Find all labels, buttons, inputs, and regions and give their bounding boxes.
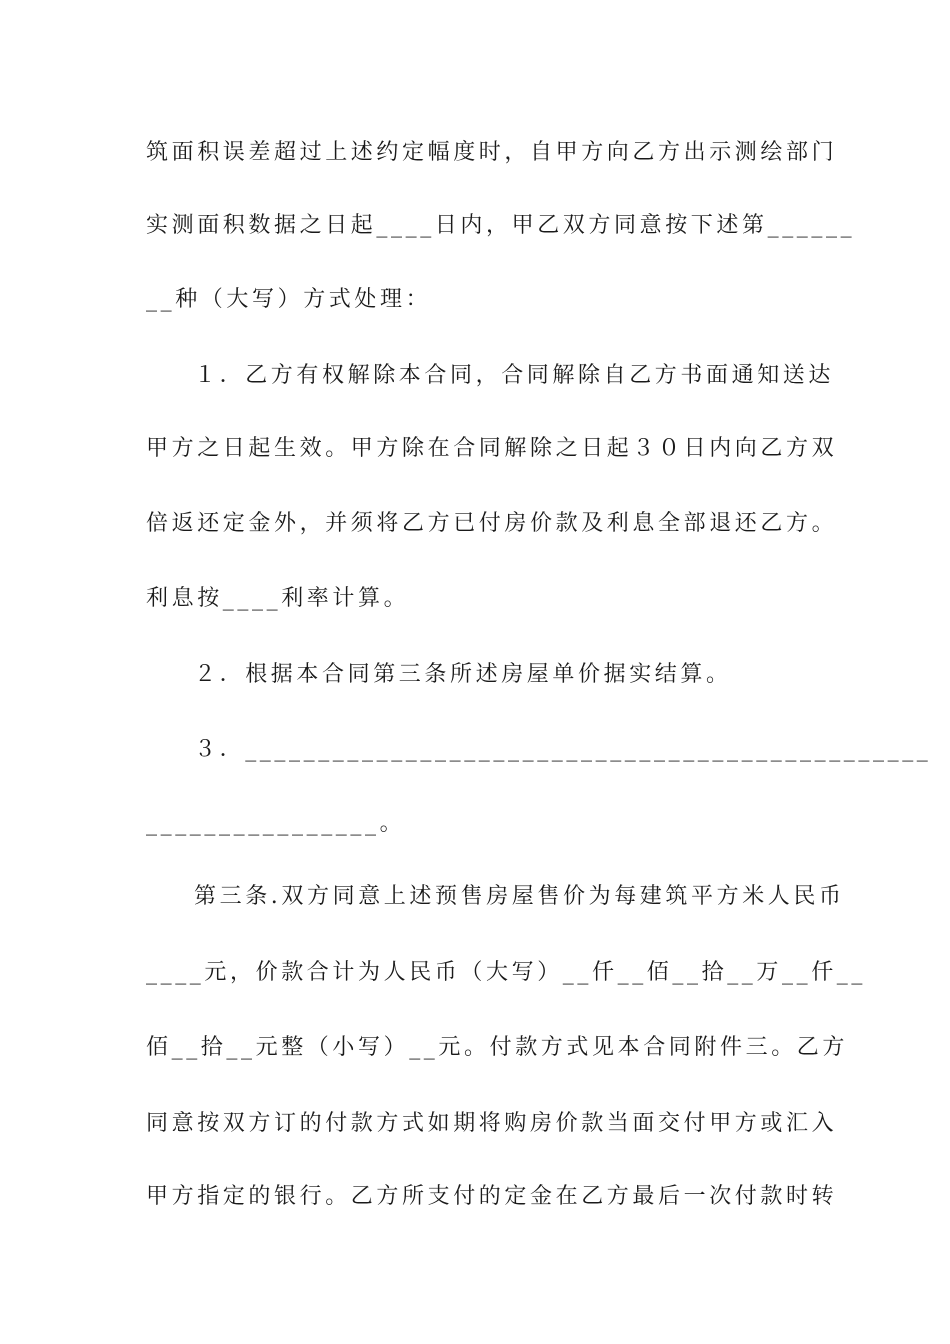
paragraph-line: ________________。 <box>146 811 406 836</box>
paragraph-line: ____元，价款合计为人民币（大写）__仟__佰__拾__万__仟__ <box>146 960 867 985</box>
clause-2-line: ２．根据本合同第三条所述房屋单价据实结算。 <box>194 662 732 687</box>
paragraph-line: 倍返还定金外，并须将乙方已付房价款及利息全部退还乙方。 <box>146 511 838 536</box>
paragraph-line: 甲方指定的银行。乙方所支付的定金在乙方最后一次付款时转 <box>146 1184 838 1209</box>
paragraph-line: 实测面积数据之日起____日内，甲乙双方同意按下述第______ <box>146 213 856 238</box>
paragraph-line: 甲方之日起生效。甲方除在合同解除之日起３０日内向乙方双 <box>146 436 838 461</box>
paragraph-line: 利息按____利率计算。 <box>146 586 410 611</box>
clause-3-line: ３．_______________________________________________ <box>194 737 932 762</box>
paragraph-line: 同意按双方订的付款方式如期将购房价款当面交付甲方或汇入 <box>146 1111 838 1136</box>
paragraph-line: __种（大写）方式处理： <box>146 287 432 312</box>
paragraph-line: 佰__拾__元整（小写）__元。付款方式见本合同附件三。乙方 <box>146 1035 849 1060</box>
clause-1-line: １．乙方有权解除本合同，合同解除自乙方书面通知送达 <box>194 363 835 388</box>
paragraph-line: 筑面积误差超过上述约定幅度时，自甲方向乙方出示测绘部门 <box>146 140 838 165</box>
article-3-heading-line: 第三条.双方同意上述预售房屋售价为每建筑平方米人民币 <box>194 884 845 909</box>
